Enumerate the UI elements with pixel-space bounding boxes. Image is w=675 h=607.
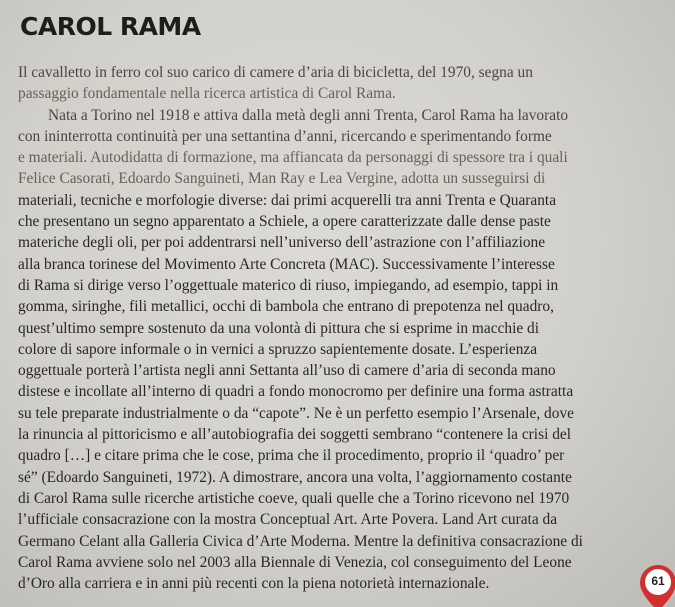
text-line: passaggio fondamentale nella ricerca artistica di Carol Rama. xyxy=(18,85,396,103)
text-line: alla branca torinese del Movimento Arte Concreta (MAC). Successivamente l’interesse xyxy=(18,255,555,273)
text-line: distese e incollate all’interno di quadri a fondo monocromo per definire una forma astratta xyxy=(18,383,574,401)
text-line: quadro […] e citare prima che le cose, prima che il procedimento, proprio il ‘quadro’ per xyxy=(18,447,565,465)
text-line: materiali, tecniche e morfologie diverse: dai primi acquerelli tra anni Trenta e Quaranta xyxy=(18,191,557,209)
map-pin-badge[interactable] xyxy=(640,565,675,607)
panel-title: CAROL RAMA xyxy=(20,12,201,41)
text-line: colore di sapore informale o in vernici a spruzzo sapientemente dosate. L’esperienza xyxy=(18,340,538,358)
badge-number: 61 xyxy=(651,574,665,588)
text-line: quest’ultimo sempre sostenuto da una volontà di pittura che si esprime in macchie di xyxy=(18,319,540,337)
text-line: gomma, siringhe, fili metallici, occhi di bambola che entrano di prepotenza nel quadro, xyxy=(18,298,554,316)
text-line: Nata a Torino nel 1918 e attiva dalla metà degli anni Trenta, Carol Rama ha lavorato xyxy=(48,106,569,124)
text-line: Felice Casorati, Edoardo Sanguineti, Man Ray e Lea Vergine, adotta un susseguirsi di xyxy=(18,170,546,188)
text-line: la rinuncia al pittoricismo e all’autobiografia dei soggetti sembrano “contenere la crisi del xyxy=(18,426,572,444)
text-line: materiche degli oli, per poi addentrarsi nell’universo dell’astrazione con l’affiliazione xyxy=(18,234,546,252)
text-line: Il cavalletto in ferro col suo carico di camere d’aria di bicicletta, del 1970, segna un xyxy=(18,64,533,81)
text-line: d’Oro alla carriera e in anni più recenti con la piena notorietà internazionale. xyxy=(18,575,490,593)
text-line: su tele preparate industrialmente o da “capote”. Ne è un perfetto esempio l’Arsenale, dove xyxy=(18,404,574,422)
text-line: l’ufficiale consacrazione con la mostra Conceptual Art. Arte Povera. Land Art curata da xyxy=(18,511,558,529)
text-line: di Carol Rama sulle ricerche artistiche coeve, quali quelle che a Torino ricevono nel 1970 xyxy=(18,489,570,507)
panel-text xyxy=(18,62,673,594)
text-line: Carol Rama avviene solo nel 2003 alla Biennale di Venezia, col conseguimento del Leone xyxy=(18,553,572,571)
text-line: e materiali. Autodidatta di formazione, ma affiancata da personaggi di spessore tra i quali xyxy=(18,149,568,167)
text-line: sé” (Edoardo Sanguineti, 1972). A dimostrare, ancora una volta, l’aggiornamento costante xyxy=(18,468,572,486)
text-line: di Rama si dirige verso l’oggettuale materico di riuso, impiegando, ad esempio, tappi in xyxy=(18,276,559,294)
text-line: con ininterrotta continuità per una settantina d’anni, ricercando e sperimentando forme xyxy=(18,127,552,145)
text-line: oggettuale porterà l’artista negli anni Settanta all’uso di camere d’aria di seconda mano xyxy=(18,362,556,380)
text-line: Germano Celant alla Galleria Civica d’Arte Moderna. Mentre la definitiva consacrazione di xyxy=(18,532,583,550)
text-line: che presentano un segno apparentato a Schiele, a opere caratterizzate dalle dense paste xyxy=(18,213,551,231)
